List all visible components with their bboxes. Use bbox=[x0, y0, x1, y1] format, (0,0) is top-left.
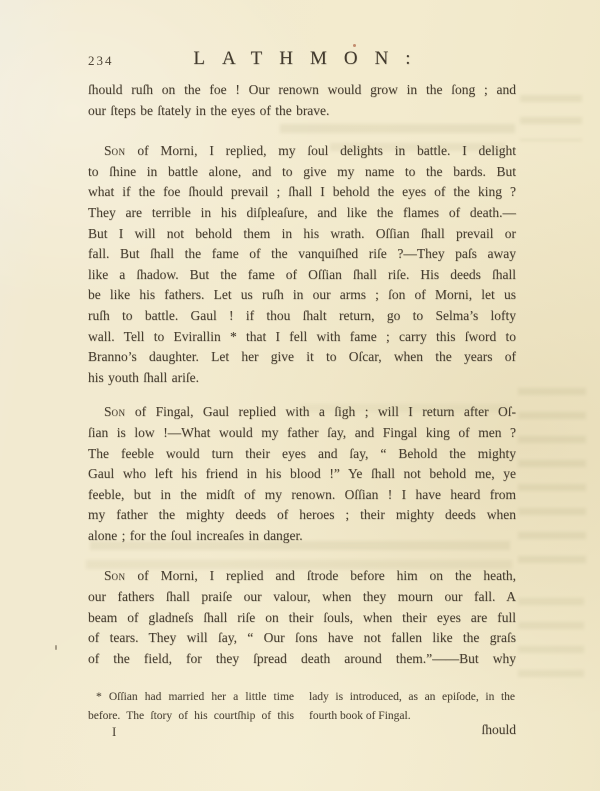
text-line: Gaul who left his friend in his blood !” Ye ſhall not behold me, ye bbox=[88, 466, 516, 482]
showthrough-mark bbox=[518, 598, 584, 690]
text-line: ſhould ruſh on the foe ! Our renown would grow in the ſong ; and bbox=[88, 82, 516, 97]
small-caps-text: on bbox=[111, 143, 126, 159]
footnote bbox=[88, 688, 516, 725]
text-line: Son of Morni, I replied, my ſoul delights in battle. I delight bbox=[104, 143, 516, 159]
catchword: ſhould bbox=[481, 722, 516, 737]
paragraph bbox=[88, 80, 516, 121]
text-line: fall. But ſhall the fame of the vanquiſhed riſe ?—They paſs away bbox=[88, 246, 516, 262]
text-line: lady is introduced, as an epiſode, in the bbox=[309, 691, 515, 703]
text-line: ſian is low !—What would my father ſay, and Fingal king of men ? bbox=[88, 424, 516, 440]
text-line: ruſh to battle. Gaul ! if thou ſhalt return, go to Selma’s lofty bbox=[88, 307, 516, 323]
page-header bbox=[88, 46, 516, 72]
paragraph bbox=[88, 402, 516, 546]
showthrough-mark bbox=[518, 388, 586, 563]
running-title: LATHMON: bbox=[193, 48, 428, 69]
text-line: before. The ſtory of his courtſhip of this bbox=[88, 709, 294, 722]
text-line: But I will not behold them in his wrath. Oſſian ſhall prevail or bbox=[88, 225, 516, 241]
paragraph bbox=[88, 566, 516, 669]
signature-line bbox=[88, 722, 516, 742]
text-line: fourth book of Fingal. bbox=[309, 709, 411, 722]
text-line: of tears. They will ſay, “ Our ſons have not fallen like the graſs bbox=[88, 630, 516, 646]
text-line: The feeble would turn their eyes and ſay, “ Behold the mighty bbox=[88, 445, 516, 461]
text-line: what if the foe ſhould prevail ; ſhall I behold the eyes of the king ? bbox=[88, 184, 516, 200]
paper-speck bbox=[55, 645, 57, 650]
paragraph bbox=[88, 141, 516, 388]
small-caps-text: on bbox=[111, 568, 126, 584]
text-line: * Oſſian had married her a little time bbox=[96, 691, 294, 703]
text-line: Branno’s daughter. Let her give it to Oſcar, when the years of bbox=[88, 349, 516, 365]
text-line: our fathers ſhall praiſe our valour, when they mourn our fall. A bbox=[88, 589, 516, 605]
body-text bbox=[88, 80, 516, 669]
showthrough-mark bbox=[520, 95, 582, 141]
text-line: his youth ſhall ariſe. bbox=[88, 369, 199, 385]
text-line: like a ſhadow. But the fame of Oſſian ſhall riſe. His deeds ſhall bbox=[88, 266, 516, 282]
text-line: They are terrible in his diſpleaſure, and like the flames of death.— bbox=[88, 204, 516, 220]
text-line: Son of Morni, I replied and ſtrode before him on the heath, bbox=[104, 568, 516, 584]
text-line: to ſhine in battle alone, and to give my name to the bards. But bbox=[88, 163, 516, 179]
footnote-column bbox=[88, 688, 294, 725]
text-line: be like his fathers. Let us ruſh in our arms ; ſon of Morni, let us bbox=[88, 287, 516, 303]
text-line: my father the mighty deeds of heroes ; their mighty deeds when bbox=[88, 507, 516, 523]
text-line: alone ; for the ſoul increaſes in danger. bbox=[88, 527, 303, 543]
small-caps-text: on bbox=[111, 404, 126, 420]
signature-mark: I bbox=[112, 724, 118, 739]
text-line: our ſteps be ſtately in the eyes of the brave. bbox=[88, 102, 330, 118]
text-line: of the field, for they ſpread death around them.”——But why bbox=[88, 650, 516, 666]
text-line: Son of Fingal, Gaul replied with a ſigh ; will I return after Oſ- bbox=[104, 404, 516, 420]
text-line: wall. Tell to Evirallin * that I fell with fame ; carry this ſword to bbox=[88, 328, 516, 344]
text-line: beam of gladneſs ſhall riſe on their ſouls, when their eyes are full bbox=[88, 609, 516, 625]
text-line: feeble, but in the midſt of my renown. Oſſian ! I have heard from bbox=[88, 486, 516, 502]
page-number: 234 bbox=[88, 53, 114, 68]
